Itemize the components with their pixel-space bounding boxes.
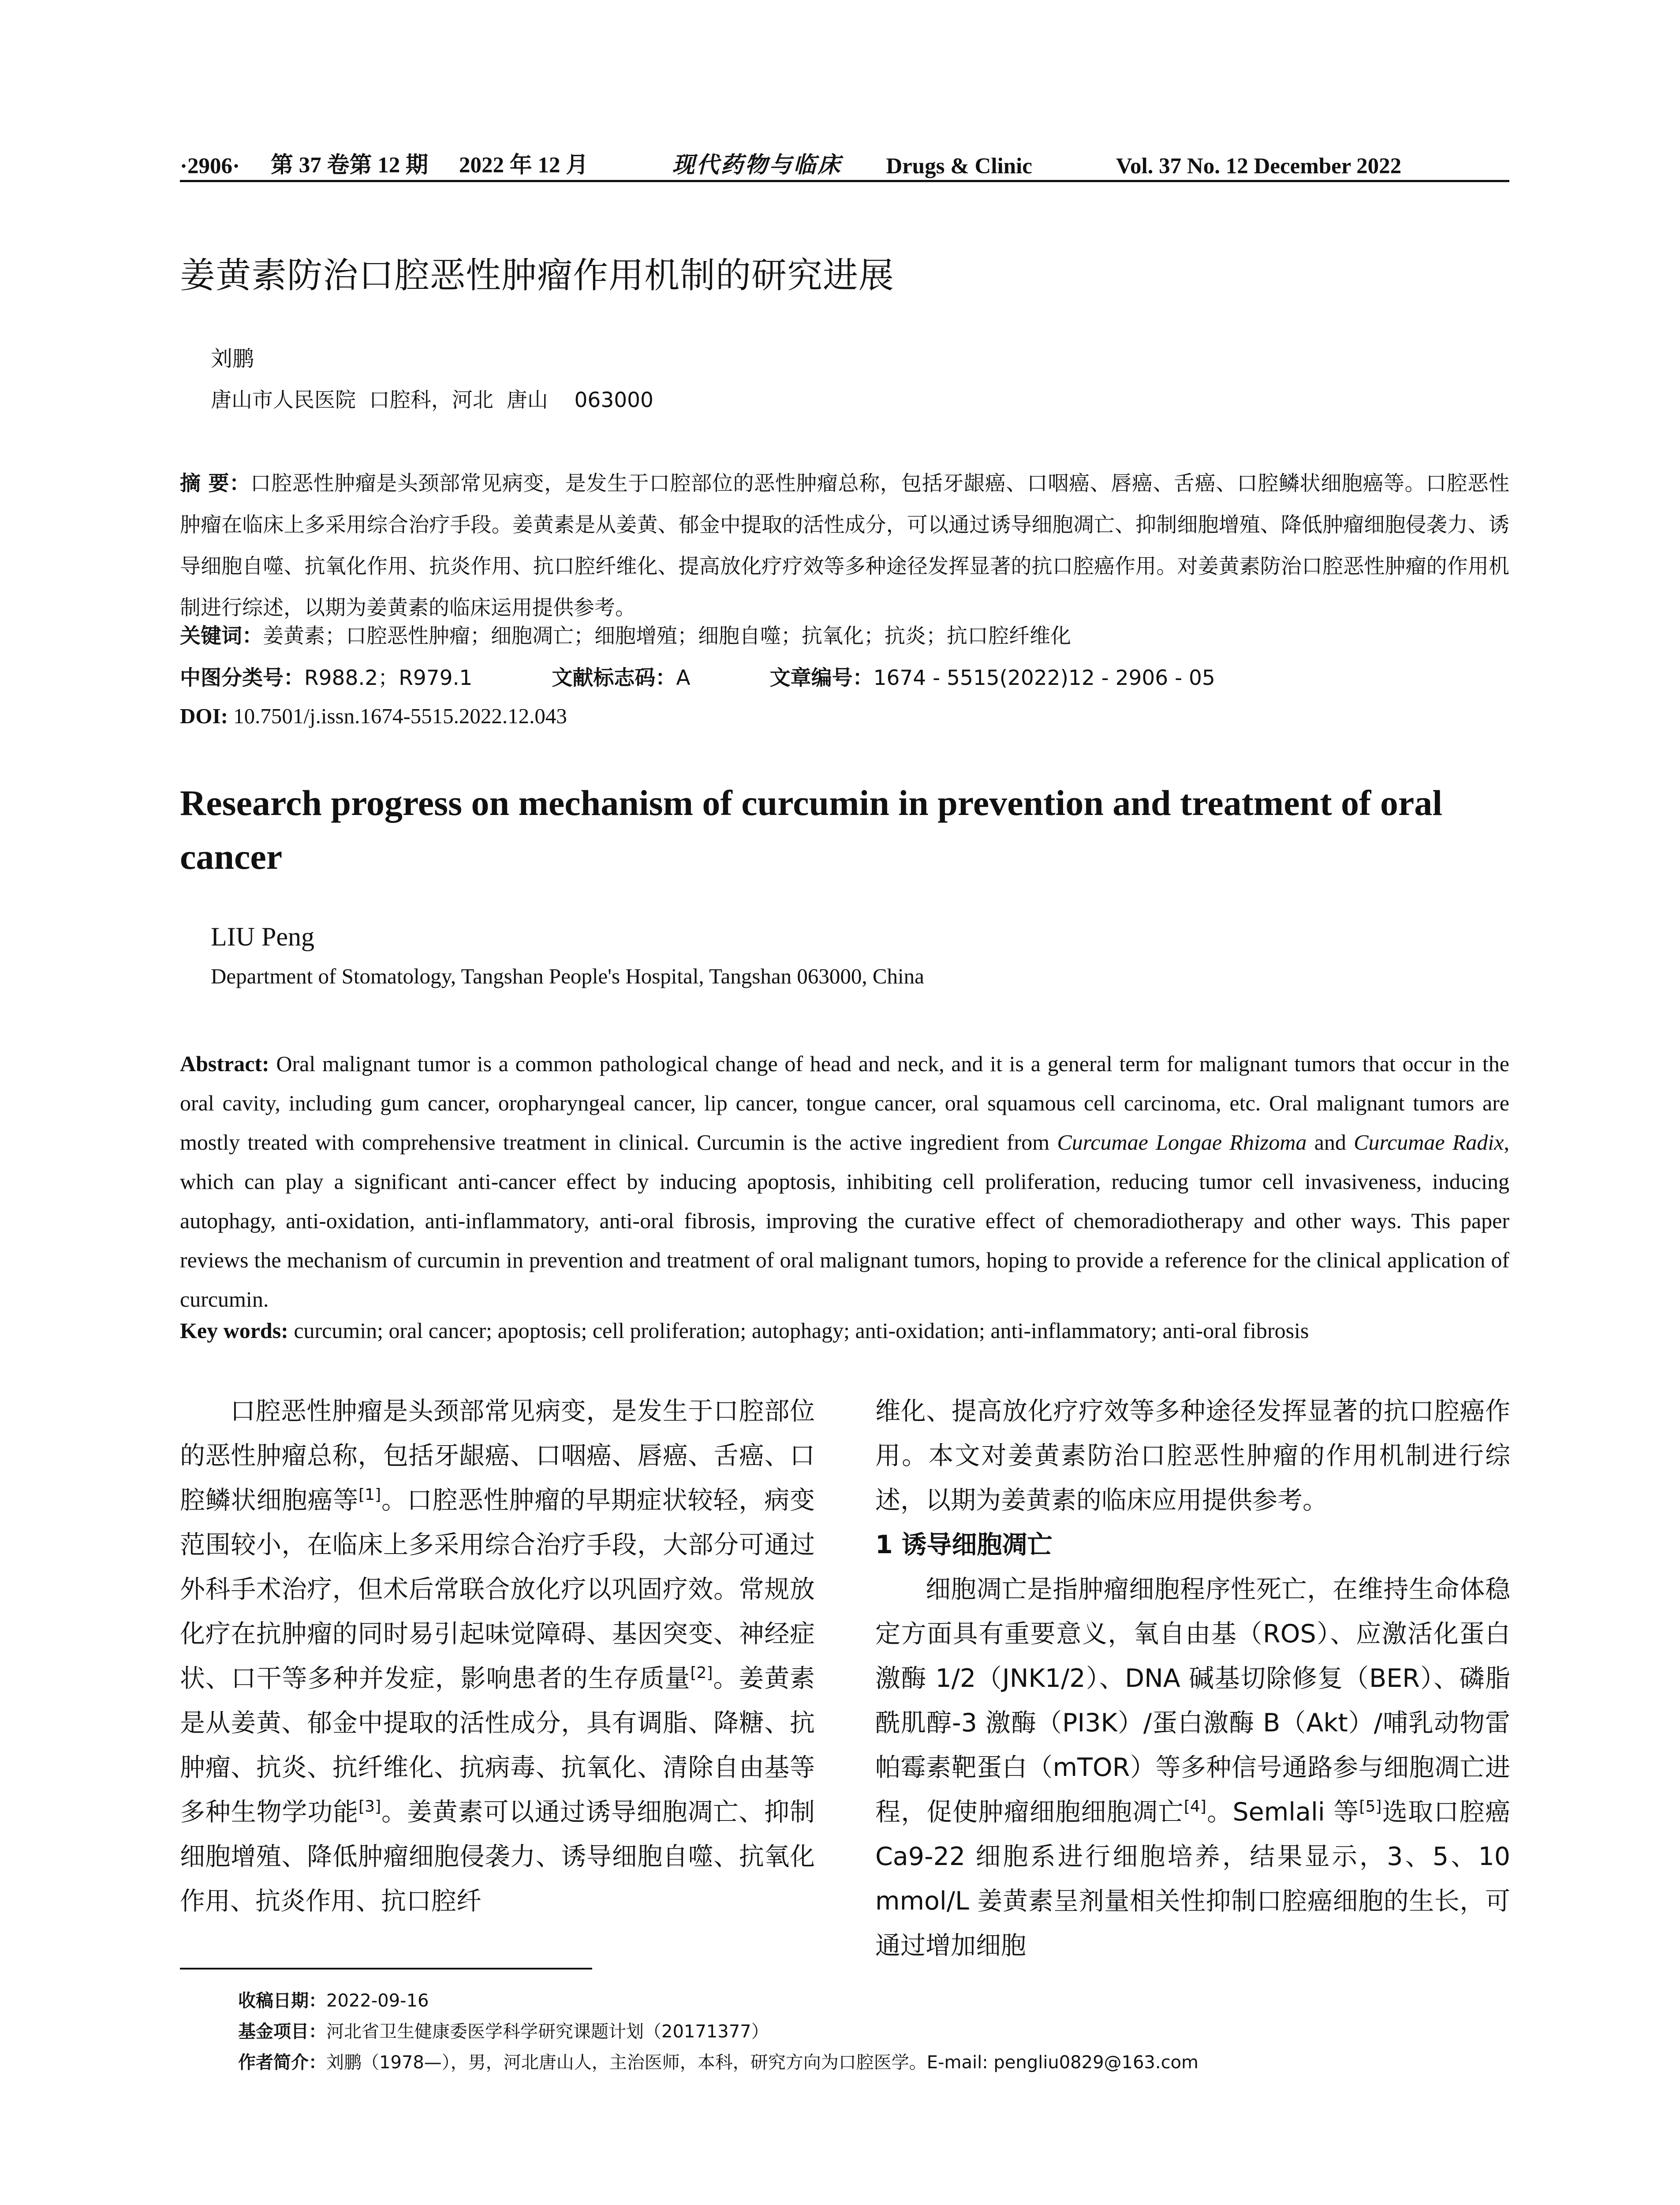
abstract-en-italic1: Curcumae Longae Rhizoma [1057,1130,1307,1155]
abstract-cn-label: 摘 要： [180,471,250,496]
footnote-author-bio [238,2048,1198,2074]
doi-label: DOI: [180,704,228,728]
body-text: 。姜黄素可以通过诱导细胞凋亡、抑制细胞增殖、降低肿瘤细胞侵袭力、诱导细胞自噬、抗氧化作用、抗炎作用、抗口腔纤 [180,1798,815,1916]
received-value: 2022-09-16 [326,1991,429,2011]
fund-value: 河北省卫生健康委医学科学研究课题计划（20171377） [326,2022,769,2042]
body-column-left [180,1389,815,1924]
footnote-received [238,1987,429,2012]
affiliation-en: Department of Stomatology, Tangshan People's Hospital, Tangshan 063000, China [211,964,924,988]
clc-label: 中图分类号： [180,666,304,690]
abstract-cn-text: 口腔恶性肿瘤是头颈部常见病变，是发生于口腔部位的恶性肿瘤总称，包括牙龈癌、口咽癌、唇癌、舌癌、口腔鳞状细胞癌等。口腔恶性肿瘤在临床上多采用综合治疗手段。姜黄素是从姜黄、郁金中提取的活性成分，可以通过诱导细胞凋亡、抑制细胞增殖、降低肿瘤细胞侵袭力、诱导细胞自噬、抗氧化作用、抗炎作用、抗口腔纤维化、提高放化疗疗效等多种途径发挥显著的抗口腔癌作用。对姜黄素防治口腔恶性肿瘤的作用机制进行综述，以期为姜黄素的临床运用提供参考。 [180,471,1509,620]
author-cn: 刘鹏 [211,346,254,371]
abstract-en-part3: , which can play a significant anti-cancer effect by inducing apoptosis, inhibiting cell proliferation, reducing tumor cell invasiveness, inducing autophagy, anti-oxidation, anti-inflammatory, anti-oral fibrosis, improving the curative effect of chemoradiotherapy and other ways. This paper reviews the mechanism of curcumin in prevention and treatment of oral malignant tumors, hoping to provide a reference for the clinical application of curcumin. [180,1130,1509,1312]
affiliation-cn: 唐山市人民医院 口腔科，河北 唐山 063000 [211,388,653,412]
header-rule [180,180,1509,182]
abstract-en-part2: and [1314,1130,1346,1155]
keywords-en-text: curcumin; oral cancer; apoptosis; cell proliferation; autophagy; anti-oxidation; anti-inflammatory; anti-oral fibrosis [294,1318,1309,1343]
bio-label: 作者简介： [238,2052,326,2073]
header-volume-en: Vol. 37 No. 12 December 2022 [1116,154,1402,179]
classification-row [180,662,1509,691]
section-heading-1: 1 诱导细胞凋亡 [875,1530,1053,1559]
keywords-cn-label: 关键词： [180,624,263,648]
header-page-number: ·2906· [180,154,240,179]
header-journal-cn: 现代药物与临床 [672,153,842,178]
received-label: 收稿日期： [238,1991,326,2011]
keywords-cn [180,620,1509,649]
running-header [180,140,1509,179]
article-number-value: 1674 - 5515(2022)12 - 2906 - 05 [873,666,1215,690]
footnote-rule [180,1968,592,1970]
citation: [4] [1183,1798,1206,1816]
header-volume-cn: 第 37 卷第 12 期 [271,153,429,178]
doc-code-label: 文献标志码： [552,666,676,690]
body-text: 口腔恶性肿瘤是头颈部常见病变，是发生于口腔部位的恶性肿瘤总称，包括牙龈癌、口咽癌、唇癌、舌癌、口腔鳞状细胞癌等 [180,1397,815,1515]
title-cn: 姜黄素防治口腔恶性肿瘤作用机制的研究进展 [180,255,894,296]
clc-value: R988.2；R979.1 [304,666,473,690]
abstract-en-italic2: Curcumae Radix [1354,1130,1504,1155]
citation: [5] [1359,1798,1382,1816]
keywords-en-label: Key words: [180,1318,288,1343]
author-en: LIU Peng [211,922,314,951]
body-text: 细胞凋亡是指肿瘤细胞程序性死亡，在维持生命体稳定方面具有重要意义，氧自由基（ROS）、应激活化蛋白激酶 1/2（JNK1/2）、DNA 碱基切除修复（BER）、磷脂酰肌醇-3 激酶（PI3K）/蛋白激酶 B（Akt）/哺乳动物雷帕霉素靶蛋白（mTOR）等多种信号通路参与细胞凋亡进程，促使肿瘤细胞细胞凋亡 [875,1575,1510,1827]
abstract-en-label: Abstract: [180,1051,269,1076]
keywords-cn-text: 姜黄素；口腔恶性肿瘤；细胞凋亡；细胞增殖；细胞自噬；抗氧化；抗炎；抗口腔纤维化 [263,624,1071,648]
body-text: 。口腔恶性肿瘤的早期症状较轻，病变范围较小，在临床上多采用综合治疗手段，大部分可通过外科手术治疗，但术后常联合放化疗以巩固疗效。常规放化疗在抗肿瘤的同时易引起味觉障碍、基因突变、神经症状、口干等多种并发症，影响患者的生存质量 [180,1486,815,1693]
citation: [2] [690,1664,713,1682]
keywords-en [180,1318,1509,1343]
article-number-label: 文章编号： [769,666,874,690]
title-en: Research progress on mechanism of curcumin in prevention and treatment of oral cancer [180,783,1443,877]
body-text: 。Semlali 等 [1206,1798,1359,1827]
doc-code-value: A [676,666,691,690]
bio-value: 刘鹏（1978—），男，河北唐山人，主治医师，本科，研究方向为口腔医学。E-mail: pengliu0829@163.com [326,2052,1199,2073]
abstract-cn [180,463,1509,629]
body-text: 选取口腔癌 Ca9-22 细胞系进行细胞培养，结果显示，3、5、10 mmol/L 姜黄素呈剂量相关性抑制口腔癌细胞的生长，可通过增加细胞 [875,1798,1511,1960]
body-paragraph-intro-cont: 维化、提高放化疗疗效等多种途径发挥显著的抗口腔癌作用。本文对姜黄素防治口腔恶性肿瘤的作用机制进行综述，以期为姜黄素的临床应用提供参考。 [875,1397,1510,1515]
abstract-en-part1: Oral malignant tumor is a common pathological change of head and neck, and it is a general term for malignant tumors that occur in the oral cavity, including gum cancer, oropharyngeal cancer, lip cancer, tongue cancer, oral squamous cell carcinoma, etc. Oral malignant tumors are mostly treated with comprehensive treatment in clinical. Curcumin is the active ingredient from [180,1051,1509,1155]
citation: [3] [358,1798,381,1816]
fund-label: 基金项目： [238,2022,326,2042]
body-paragraph-apoptosis [875,1567,1510,1968]
footnote-fund [238,2018,769,2043]
doi-row [180,703,567,729]
body-paragraph-intro [180,1389,815,1924]
body-column-right [875,1389,1510,1968]
header-journal-en: Drugs & Clinic [886,154,1032,179]
citation: [1] [358,1486,381,1504]
doi-value: 10.7501/j.issn.1674-5515.2022.12.043 [233,704,567,728]
header-date-cn: 2022 年 12 月 [459,153,589,178]
abstract-en [180,1044,1509,1319]
body-text: 。姜黄素是从姜黄、郁金中提取的活性成分，具有调脂、降糖、抗肿瘤、抗炎、抗纤维化、抗病毒、抗氧化、清除自由基等多种生物学功能 [180,1664,815,1827]
